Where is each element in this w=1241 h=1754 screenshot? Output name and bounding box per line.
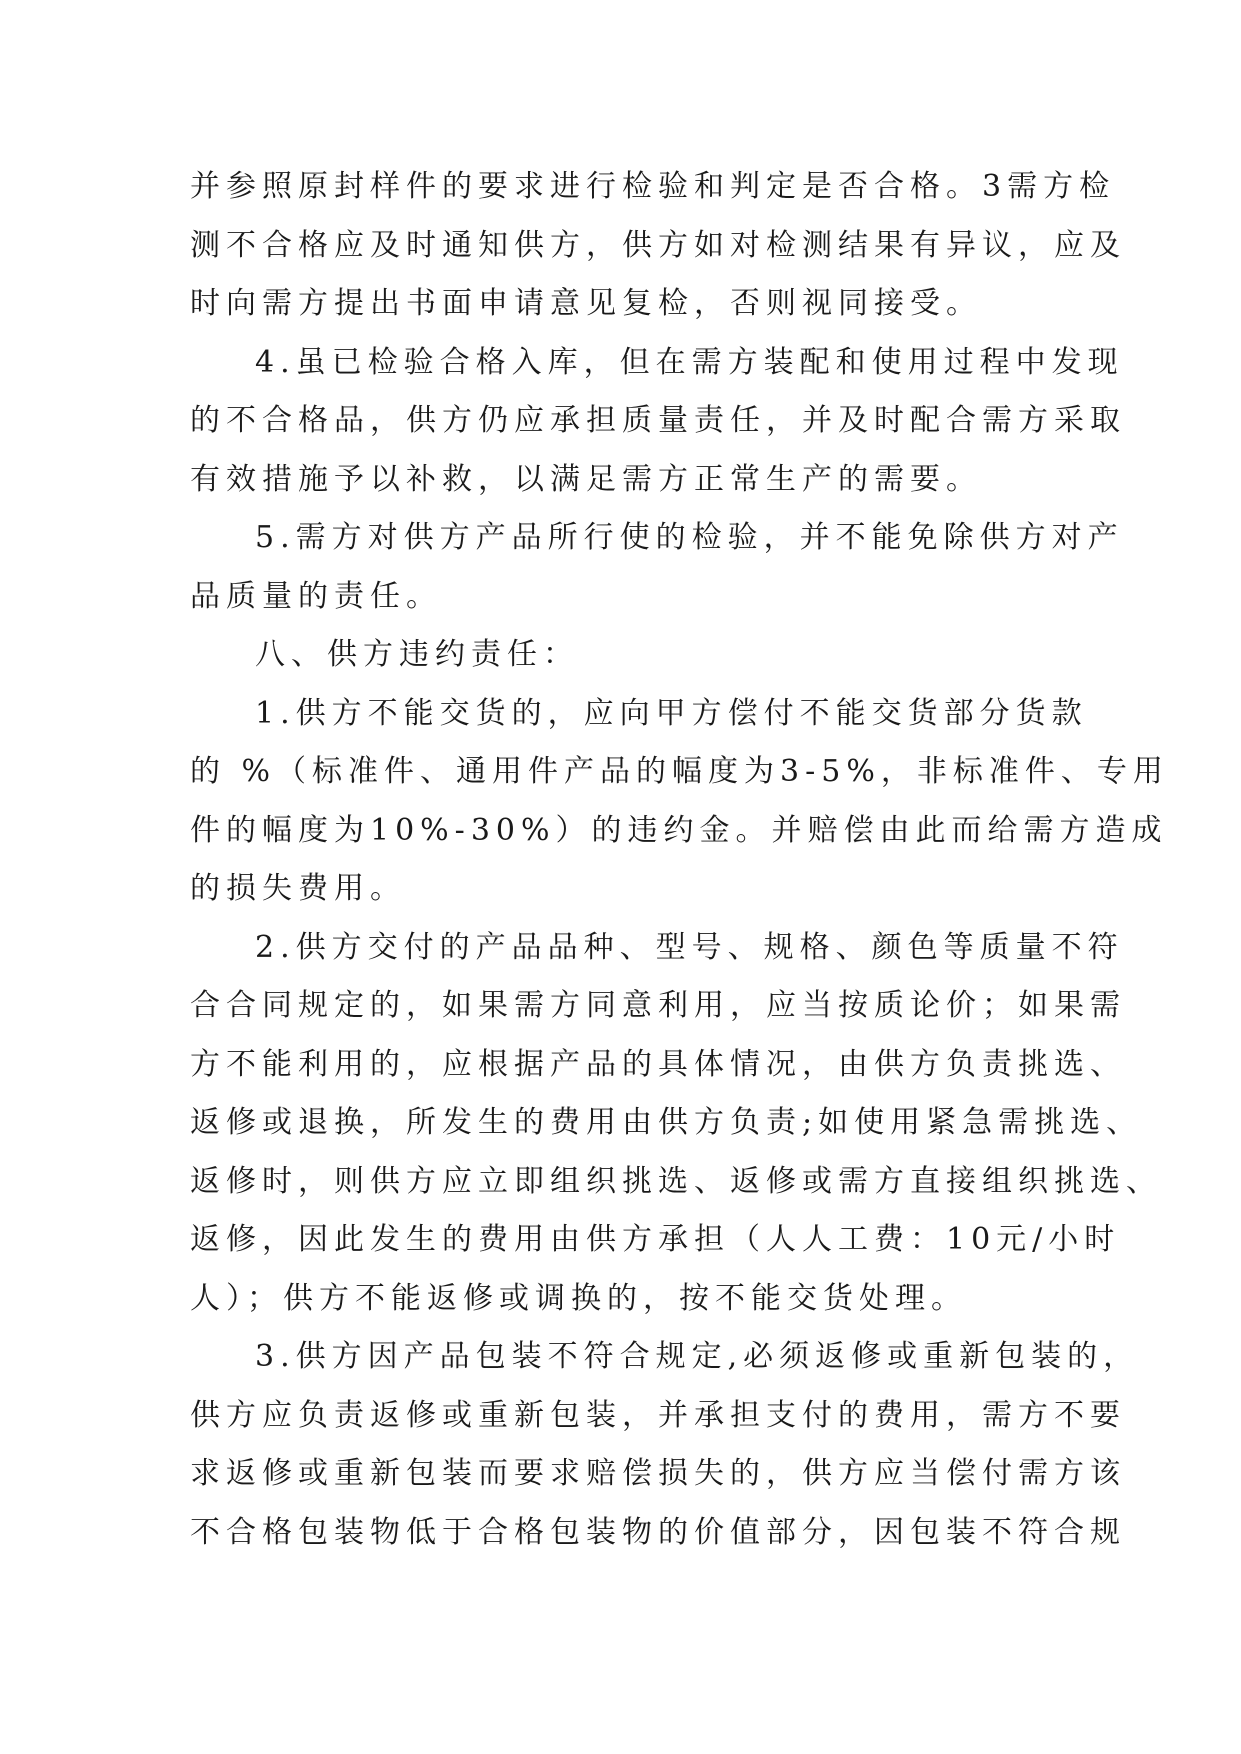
text-line: 不合格包装物低于合格包装物的价值部分，因包装不符合规 bbox=[190, 1515, 1126, 1550]
text-line: 的 %（标准件、通用件产品的幅度为3-5%，非标准件、专用 bbox=[190, 754, 1169, 789]
text-line: 3.供方因产品包装不符合规定,必须返修或重新包装的， bbox=[255, 1339, 1140, 1374]
text-line: 供方应负责返修或重新包装，并承担支付的费用，需方不要 bbox=[190, 1398, 1126, 1433]
text-line: 的损失费用。 bbox=[190, 871, 406, 906]
text-line: 返修时，则供方应立即组织挑选、返修或需方直接组织挑选、 bbox=[190, 1164, 1162, 1199]
text-line: 4.虽已检验合格入库，但在需方装配和使用过程中发现 bbox=[255, 345, 1124, 380]
text-line: 2.供方交付的产品品种、型号、规格、颜色等质量不符 bbox=[255, 930, 1124, 965]
text-line: 返修或退换，所发生的费用由供方负责;如使用紧急需挑选、 bbox=[190, 1105, 1143, 1140]
text-line: 品质量的责任。 bbox=[190, 579, 442, 614]
text-line: 的不合格品，供方仍应承担质量责任，并及时配合需方采取 bbox=[190, 403, 1126, 438]
text-line: 有效措施予以补救，以满足需方正常生产的需要。 bbox=[190, 462, 982, 497]
text-line: 件的幅度为10%-30%）的违约金。并赔偿由此而给需方造成 bbox=[190, 813, 1168, 848]
text-line: 并参照原封样件的要求进行检验和判定是否合格。3需方检 bbox=[190, 169, 1116, 204]
text-line: 测不合格应及时通知供方，供方如对检测结果有异议，应及 bbox=[190, 228, 1126, 263]
text-line: 人）；供方不能返修或调换的，按不能交货处理。 bbox=[190, 1281, 967, 1316]
text-line: 合合同规定的，如果需方同意利用，应当按质论价；如果需 bbox=[190, 988, 1126, 1023]
text-line: 1.供方不能交货的，应向甲方偿付不能交货部分货款 bbox=[255, 696, 1088, 731]
text-line: 时向需方提出书面申请意见复检，否则视同接受。 bbox=[190, 286, 982, 321]
text-line: 方不能利用的，应根据产品的具体情况，由供方负责挑选、 bbox=[190, 1047, 1126, 1082]
text-line: 返修，因此发生的费用由供方承担（人人工费：10元/小时 bbox=[190, 1222, 1121, 1257]
text-line: 求返修或重新包装而要求赔偿损失的，供方应当偿付需方该 bbox=[190, 1456, 1126, 1491]
section-heading: 八、供方违约责任： bbox=[255, 637, 579, 672]
text-line: 5.需方对供方产品所行使的检验，并不能免除供方对产 bbox=[255, 520, 1124, 555]
